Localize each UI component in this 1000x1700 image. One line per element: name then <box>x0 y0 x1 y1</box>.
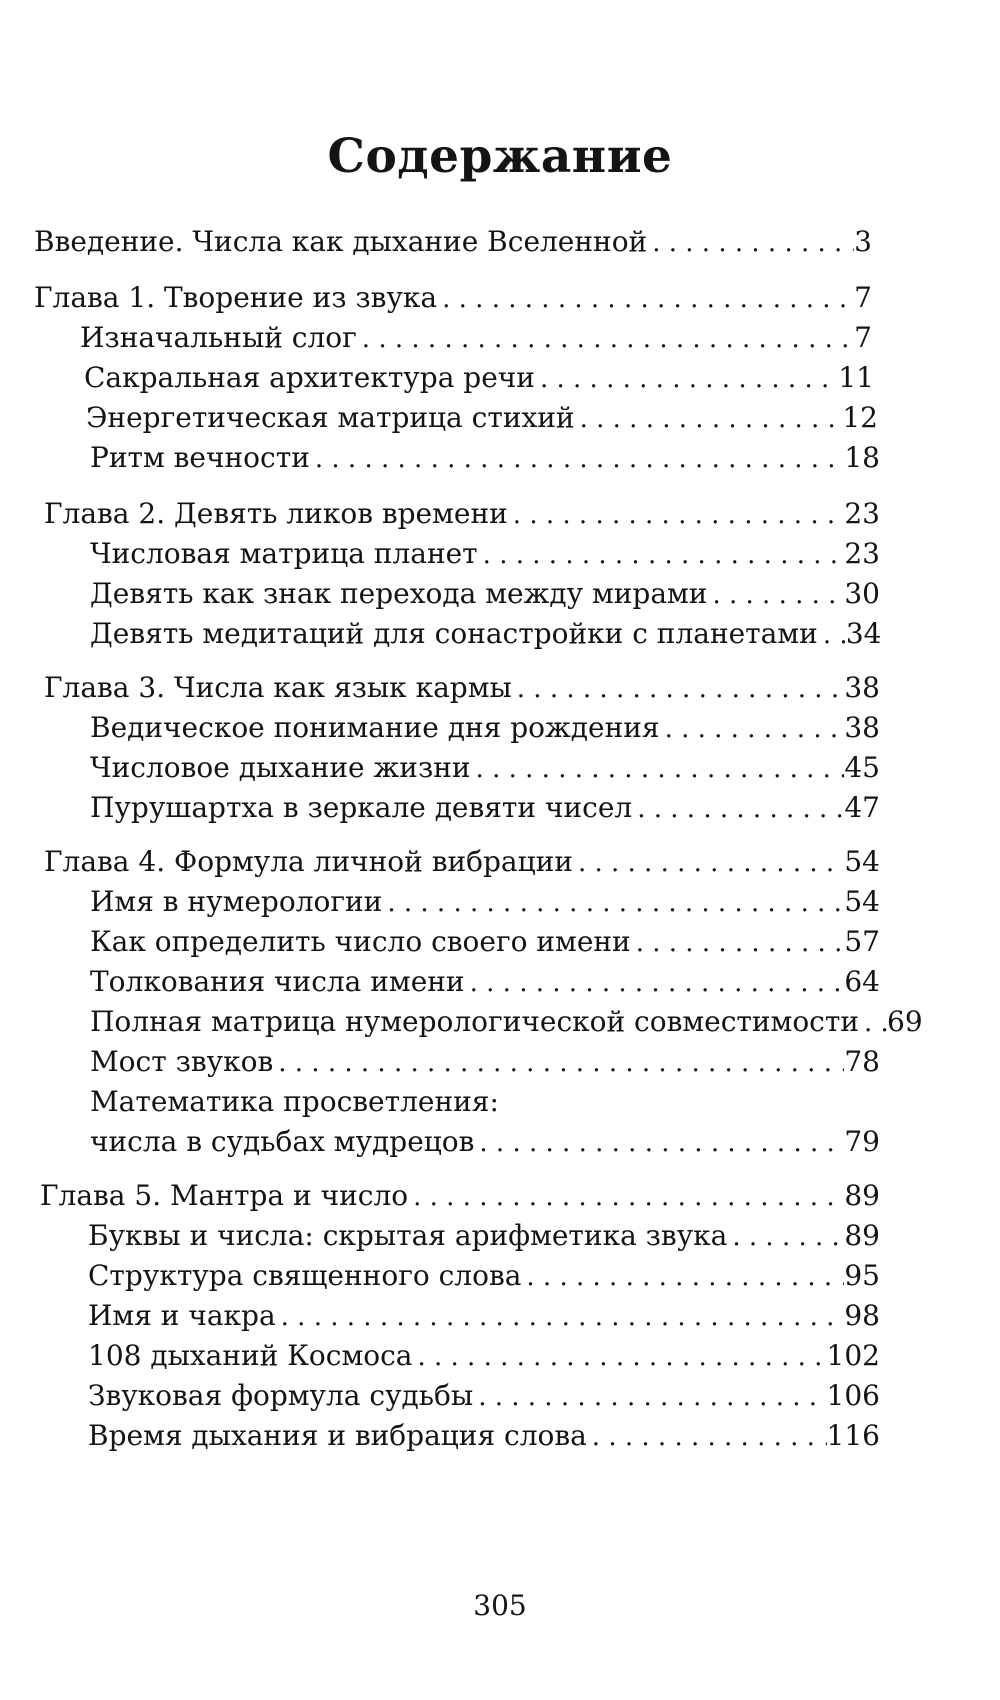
toc-section-4-6 <box>90 1120 880 1164</box>
toc-section-title: числа в судьбах мудрецов <box>90 1125 475 1158</box>
toc-dot-leader <box>276 1295 845 1339</box>
toc-section-title: Имя в нумерологии <box>90 885 383 918</box>
toc-dot-leader <box>575 397 843 441</box>
toc-page-number: 11 <box>838 361 874 394</box>
toc-section-title: 108 дыханий Космоса <box>88 1339 413 1372</box>
toc-section-4-1 <box>90 880 880 924</box>
toc-page-number: 102 <box>826 1339 880 1372</box>
toc-section-title: Пурушартха в зеркале девяти чисел <box>90 791 633 824</box>
toc-section-title: Как определить число своего имени <box>90 925 631 958</box>
toc-page-number: 34 <box>845 617 882 650</box>
toc-page-number: 30 <box>844 577 880 610</box>
toc-section-2-2 <box>90 572 880 616</box>
page-number: 305 <box>473 1589 527 1622</box>
toc-section-title: Толкования числа имени <box>90 965 465 998</box>
toc-section-title: Ведическое понимание дня рождения <box>90 711 660 744</box>
toc-chapter-3 <box>44 666 880 710</box>
toc-section-title: Буквы и числа: скрытая арифметика звука <box>88 1219 728 1252</box>
toc-chapter-5 <box>40 1174 880 1218</box>
toc-section-title: Структура священного слова <box>88 1259 522 1292</box>
toc-dot-leader <box>707 573 844 617</box>
toc-section-title: Полная матрица нумерологической совместимости <box>90 1005 860 1038</box>
toc-dot-leader <box>471 747 845 791</box>
toc-dot-leader <box>632 787 844 831</box>
toc-dot-leader <box>412 1335 826 1379</box>
toc-page-number: 98 <box>844 1299 880 1332</box>
toc-page-number: 38 <box>844 671 880 704</box>
toc-dot-leader <box>660 707 845 751</box>
toc-section-1-3 <box>86 396 878 440</box>
toc-section-title: Звуковая формула судьбы <box>88 1379 474 1412</box>
toc-section-1-1 <box>80 316 872 360</box>
toc-section-title: Числовое дыхание жизни <box>90 751 471 784</box>
toc-dot-leader <box>521 1255 844 1299</box>
toc-section-3-3 <box>90 786 880 830</box>
toc-dot-leader <box>587 1415 827 1459</box>
toc-dot-leader <box>273 1041 844 1085</box>
toc-dot-leader <box>859 1001 887 1045</box>
toc-dot-leader <box>465 961 845 1005</box>
toc-dot-leader <box>474 1121 844 1165</box>
toc-entry-intro <box>34 220 872 264</box>
toc-chapter-4 <box>44 840 880 884</box>
toc-dot-leader <box>631 921 845 965</box>
toc-section-5-5 <box>88 1374 880 1418</box>
toc-page-number: 18 <box>844 441 880 474</box>
toc-section-title: Энергетическая матрица стихий <box>86 401 575 434</box>
toc-section-1-4 <box>90 436 880 480</box>
toc-dot-leader <box>382 881 844 925</box>
toc-section-2-3 <box>90 612 880 656</box>
toc-page-number: 7 <box>854 281 872 314</box>
toc-section-4-3 <box>90 960 880 1004</box>
toc-section-title: Мост звуков <box>90 1045 274 1078</box>
toc-page-number: 45 <box>844 751 880 784</box>
toc-entry-title: Введение. Числа как дыхание Вселенной <box>34 225 648 258</box>
toc-page-number: 79 <box>844 1125 880 1158</box>
toc-section-title: Девять как знак перехода между мирами <box>90 577 708 610</box>
toc-section-1-2 <box>84 356 874 400</box>
toc-dot-leader <box>357 317 854 361</box>
toc-chapter-title: Глава 1. Творение из звука <box>34 281 438 314</box>
toc-section-title: Изначальный слог <box>80 321 357 354</box>
toc-page-number: 95 <box>844 1259 880 1292</box>
toc-section-3-1 <box>90 706 880 750</box>
toc-dot-leader <box>818 613 846 657</box>
toc-section-5-6 <box>88 1414 880 1458</box>
toc-section-title: Имя и чакра <box>88 1299 276 1332</box>
toc-page-number: 106 <box>826 1379 880 1412</box>
toc-section-4-6-first-line: Математика просветления: <box>90 1085 499 1118</box>
toc-chapter-title: Глава 2. Девять ликов времени <box>44 497 508 530</box>
toc-chapter-1 <box>34 276 872 320</box>
toc-section-5-2 <box>88 1254 880 1298</box>
toc-page-number: 23 <box>844 497 880 530</box>
toc-page-number: 54 <box>844 885 880 918</box>
toc-page-number: 69 <box>887 1005 923 1038</box>
toc-page-number: 116 <box>826 1419 880 1452</box>
toc-dot-leader <box>310 437 844 481</box>
toc-page-number: 57 <box>844 925 880 958</box>
toc-dot-leader <box>512 667 845 711</box>
toc-page-number: 12 <box>842 401 878 434</box>
toc-section-title: Время дыхания и вибрация слова <box>88 1419 587 1452</box>
toc-dot-leader <box>573 841 844 885</box>
toc-section-4-2 <box>90 920 880 964</box>
toc-page-number: 78 <box>844 1045 880 1078</box>
page-title: Содержание <box>327 129 673 184</box>
toc-dot-leader <box>437 277 854 321</box>
toc-dot-leader <box>535 357 838 401</box>
toc-chapter-title: Глава 4. Формула личной вибрации <box>44 845 573 878</box>
toc-dot-leader <box>508 493 845 537</box>
toc-section-4-4 <box>90 1000 923 1044</box>
toc-dot-leader <box>647 221 854 265</box>
toc-section-3-2 <box>90 746 880 790</box>
toc-section-5-4 <box>88 1334 880 1378</box>
toc-section-5-3 <box>88 1294 880 1338</box>
toc-page-number: 89 <box>844 1219 880 1252</box>
toc-page-number: 64 <box>844 965 880 998</box>
toc-section-title: Девять медитаций для сонастройки с планетами <box>90 617 818 650</box>
toc-dot-leader <box>473 1375 826 1419</box>
toc-chapter-title: Глава 5. Мантра и число <box>40 1179 409 1212</box>
toc-dot-leader <box>478 533 845 577</box>
toc-dot-leader <box>408 1175 844 1219</box>
toc-section-title: Ритм вечности <box>90 441 310 474</box>
toc-page-number: 54 <box>844 845 880 878</box>
toc-page-number: 38 <box>844 711 880 744</box>
toc-chapter-title: Глава 3. Числа как язык кармы <box>44 671 512 704</box>
toc-page-number: 3 <box>854 225 872 258</box>
toc-page-number: 7 <box>854 321 872 354</box>
toc-chapter-2 <box>44 492 880 536</box>
toc-section-4-5 <box>90 1040 880 1084</box>
toc-page-number: 23 <box>844 537 880 570</box>
toc-section-title: Сакральная архитектура речи <box>84 361 535 394</box>
toc-section-5-1 <box>88 1214 880 1258</box>
toc-section-2-1 <box>90 532 880 576</box>
toc-page-number: 89 <box>844 1179 880 1212</box>
toc-section-title: Числовая матрица планет <box>90 537 478 570</box>
toc-dot-leader <box>727 1215 844 1259</box>
toc-page-number: 47 <box>844 791 880 824</box>
